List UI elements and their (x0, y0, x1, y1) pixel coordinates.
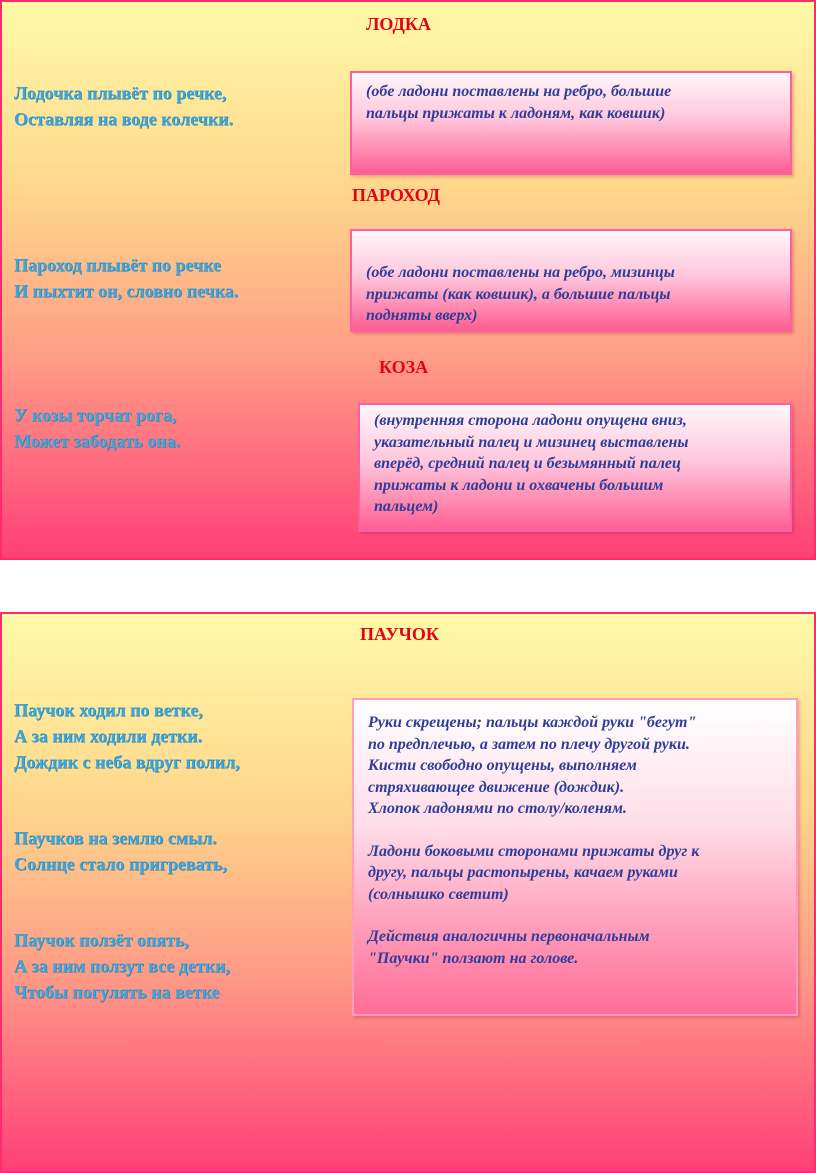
note-gap (368, 820, 786, 841)
note-line: Ладони боковыми сторонами прижаты друг к (368, 842, 700, 860)
stanza-gap (14, 775, 240, 825)
note-line: вперёд, средний палец и безымянный палец (374, 455, 681, 472)
note-line: (внутренняя сторона ладони опущена вниз, (374, 412, 687, 429)
note-line: Кисти свободно опущены, выполняем (368, 757, 637, 774)
section-title-lodka: ЛОДКА (366, 14, 431, 34)
poem-line: И пыхтит он, словно печка. (14, 281, 239, 301)
note-line: Руки скрещены; пальцы каждой руки "бегут" (368, 714, 697, 731)
note-gap (368, 905, 786, 926)
poem-line: Может забодать она. (14, 431, 181, 451)
note-line: прижаты к ладони и охвачены большим (374, 476, 664, 494)
poem-line: Паучок ходил по ветке, (14, 700, 203, 720)
note-line: по предплечью, а затем по плечу другой руки. (368, 735, 690, 753)
poem-line: Паучок ползёт опять, (14, 930, 189, 950)
note-line: указательный палец и мизинец выставлены (374, 433, 689, 451)
note-line: (обе ладони поставлены на ребро, большие (366, 83, 672, 100)
poem-pauchok (14, 697, 240, 1005)
rhymes-card-1 (0, 0, 816, 560)
poem-line: Паучков на землю смыл. (14, 828, 217, 848)
poem-line: А за ним ходили детки. (14, 726, 203, 746)
poem-line: Лодочка плывёт по речке, (14, 83, 227, 103)
note-lodka (350, 71, 792, 175)
note-line: пальцы прижаты к ладоням, как ковшик) (366, 104, 666, 122)
poem-line: А за ним ползут все детки, (14, 956, 230, 976)
section-title-koza: КОЗА (379, 357, 429, 377)
note-line: (солнышко светит) (368, 885, 509, 903)
stanza-gap (14, 877, 240, 927)
poem-parokhod (14, 252, 238, 304)
poem-line: Солнце стало пригревать, (14, 854, 227, 874)
note-line: "Паучки" ползают на голове. (368, 949, 579, 967)
poem-line: У козы торчат рога, (14, 405, 177, 425)
note-pauchok (352, 698, 798, 1016)
note-parokhod (350, 229, 792, 332)
note-line: Действия аналогичны первоначальным (368, 928, 650, 945)
poem-lodka (14, 80, 233, 132)
note-line: пальцем) (374, 498, 439, 515)
section-title-parokhod: ПАРОХОД (352, 185, 441, 205)
note-line: стряхивающее движение (дождик). (368, 778, 625, 796)
note-line: другу, пальцы растопырены, качаем руками (368, 864, 678, 881)
section-title-pauchok: ПАУЧОК (360, 624, 439, 644)
note-koza (358, 403, 792, 532)
poem-line: Чтобы погулять на ветке (14, 982, 220, 1002)
poem-line: Пароход плывёт по речке (14, 255, 222, 275)
rhymes-card-2 (0, 612, 816, 1173)
poem-line: Дождик с неба вдруг полил, (14, 752, 240, 772)
poem-koza (14, 402, 180, 454)
note-line: (обе ладони поставлены на ребро, мизинцы (366, 264, 675, 281)
poem-line: Оставляя на воде колечки. (14, 109, 234, 129)
note-line: прижаты (как ковшик), а большие пальцы (366, 285, 671, 303)
note-line: подняты вверх) (366, 307, 478, 324)
note-line: Хлопок ладонями по столу/коленям. (368, 800, 627, 817)
